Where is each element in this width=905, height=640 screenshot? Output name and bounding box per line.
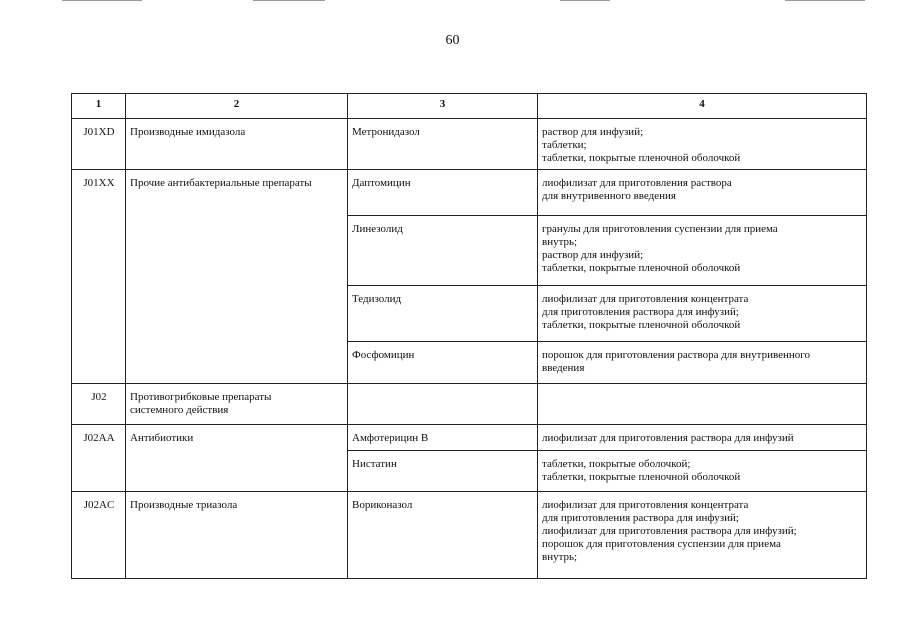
group-name-line: Производные имидазола [130, 126, 246, 138]
group-name-line: Антибиотики [130, 432, 194, 444]
group-name-line: Прочие антибактериальные препараты [130, 177, 312, 189]
dosage-form-line: таблетки; [542, 139, 587, 151]
dosage-form-line: порошок для приготовления суспензии для приема [542, 538, 781, 550]
page-number: 60 [445, 33, 460, 48]
dosage-form-line: внутрь; [542, 236, 578, 248]
scan-edge-right [785, 0, 865, 1]
drug-name-cell: Фосфомицин [348, 342, 538, 384]
drug-name-cell: Тедизолид [348, 286, 538, 342]
dosage-form-line: таблетки, покрытые пленочной оболочкой [542, 319, 741, 331]
table-row [72, 492, 867, 579]
atc-code-cell: J01XD [72, 119, 126, 170]
drug-name-cell: Амфотерицин B [348, 425, 538, 451]
dosage-form-line: для приготовления раствора для инфузий; [542, 512, 739, 524]
dosage-form-line: лиофилизат для приготовления раствора для инфузий [542, 432, 794, 444]
dosage-forms-cell [538, 425, 867, 451]
dosage-form-line: лиофилизат для приготовления раствора для инфузий; [542, 525, 797, 537]
drug-name-cell: Даптомицин [348, 170, 538, 216]
table-row [72, 425, 867, 451]
group-name-line: Производные триазола [130, 499, 238, 511]
dosage-forms-cell [538, 286, 867, 342]
dosage-forms-cell [538, 384, 867, 425]
dosage-forms-cell [538, 170, 867, 216]
dosage-form-line: таблетки, покрытые оболочкой; [542, 458, 691, 470]
drug-name-cell: Нистатин [348, 451, 538, 492]
dosage-form-line: введения [542, 362, 585, 374]
dosage-form-line: лиофилизат для приготовления концентрата [542, 499, 749, 511]
atc-code-cell: J02 [72, 384, 126, 425]
dosage-form-line: гранулы для приготовления суспензии для приема [542, 223, 778, 235]
group-name-cell [126, 119, 348, 170]
header-cell-1: 1 [72, 94, 126, 119]
drug-name-cell: Метронидазол [348, 119, 538, 170]
dosage-form-line: внутрь; [542, 551, 578, 563]
dosage-form-line: таблетки, покрытые пленочной оболочкой [542, 262, 741, 274]
group-name-line: Противогрибковые препараты [130, 391, 272, 403]
scan-edge-left [62, 0, 142, 1]
drug-name-cell [348, 384, 538, 425]
dosage-forms-cell [538, 342, 867, 384]
dosage-forms-cell [538, 119, 867, 170]
dosage-forms-cell [538, 451, 867, 492]
dosage-form-line: лиофилизат для приготовления раствора [542, 177, 732, 189]
dosage-form-line: лиофилизат для приготовления концентрата [542, 293, 749, 305]
scan-edge-middle-right [560, 0, 610, 1]
group-name-cell [126, 425, 348, 492]
dosage-form-line: раствор для инфузий; [542, 126, 644, 138]
drug-name-cell: Линезолид [348, 216, 538, 286]
scan-edge-middle [253, 0, 325, 1]
table-row [72, 170, 867, 216]
header-cell-4: 4 [538, 94, 867, 119]
header-cell-2: 2 [126, 94, 348, 119]
header-row [72, 94, 867, 119]
dosage-forms-cell [538, 492, 867, 579]
dosage-form-line: порошок для приготовления раствора для внутривенного [542, 349, 811, 361]
group-name-line: системного действия [130, 404, 229, 416]
dosage-form-line: для внутривенного введения [542, 190, 676, 202]
atc-code-cell: J02AA [72, 425, 126, 492]
dosage-form-line: таблетки, покрытые пленочной оболочкой [542, 152, 741, 164]
dosage-forms-cell [538, 216, 867, 286]
atc-code-cell: J01XX [72, 170, 126, 384]
drug-name-cell: Вориконазол [348, 492, 538, 579]
group-name-cell [126, 384, 348, 425]
medicines-table [71, 93, 867, 579]
table-row [72, 384, 867, 425]
atc-code-cell: J02AC [72, 492, 126, 579]
dosage-form-line: таблетки, покрытые пленочной оболочкой [542, 471, 741, 483]
group-name-cell [126, 170, 348, 384]
group-name-cell [126, 492, 348, 579]
dosage-form-line: для приготовления раствора для инфузий; [542, 306, 739, 318]
dosage-form-line: раствор для инфузий; [542, 249, 644, 261]
header-cell-3: 3 [348, 94, 538, 119]
table-row [72, 119, 867, 170]
table-body [72, 94, 867, 579]
